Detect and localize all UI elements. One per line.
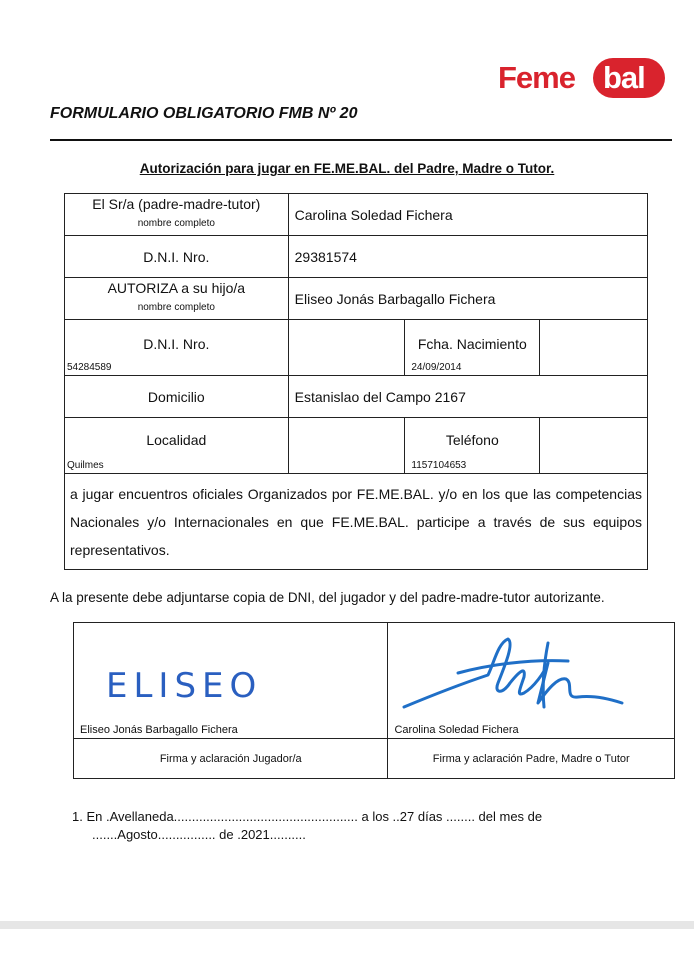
city-label: Localidad: [146, 432, 207, 448]
authorization-text: a jugar encuentros oficiales Organizados por FE.ME.BAL. y/o en los que las competencias Nacionales y/o Internacionales en que FE.ME.BAL. participe a través de sus equipos representativos.: [65, 474, 648, 570]
phone-label: Teléfono: [445, 432, 499, 448]
parent-caption: Firma y aclaración Padre, Madre o Tutor: [388, 739, 675, 779]
parent-dni-value: 29381574: [288, 236, 647, 278]
player-handwriting: [104, 659, 264, 709]
header-rule: [50, 139, 672, 141]
parent-sublabel: nombre completo: [137, 218, 215, 229]
parent-dni-label: D.N.I. Nro.: [65, 236, 289, 278]
phone-value: 1157104653: [411, 460, 467, 471]
form-subtitle: Autorización para jugar en FE.ME.BAL. del Padre, Madre o Tutor.: [139, 161, 555, 176]
birth-label: Fcha. Nacimiento: [417, 336, 527, 352]
footer-line-1: 1. En .Avellaneda................................................... a los ..27 días ........ del mes de: [72, 809, 543, 824]
parent-label: El Sr/a (padre-madre-tutor): [92, 196, 261, 212]
signature-table: [73, 622, 675, 779]
femebal-logo: [498, 58, 668, 102]
bottom-bar: [0, 921, 694, 929]
logo-pill: [593, 58, 665, 98]
parent-label-cell: [65, 194, 289, 236]
birth-date-value: 24/09/2014: [411, 362, 462, 373]
attachment-note: A la presente debe adjuntarse copia de DNI, del jugador y del padre-madre-tutor autorizante.: [50, 590, 605, 605]
address-value: Estanislao del Campo 2167: [288, 376, 647, 418]
parent-signature-icon: [398, 633, 638, 723]
child-dni-value: 54284589: [67, 362, 112, 373]
footer-line-2: .......Agosto................ de .2021..........: [92, 827, 306, 842]
birth-blank: [540, 320, 648, 376]
logo-text: Feme: [498, 60, 575, 95]
birth-cell: [405, 320, 540, 376]
child-dni-blank: [288, 320, 405, 376]
parent-name-value: Carolina Soledad Fichera: [288, 194, 647, 236]
child-label: AUTORIZA a su hijo/a: [107, 280, 246, 296]
parent-signature-cell: [388, 623, 675, 739]
phone-cell: [405, 418, 540, 474]
child-name-value: Eliseo Jonás Barbagallo Fichera: [288, 278, 647, 320]
player-signature-cell: [74, 623, 388, 739]
logo-pill-text: bal: [603, 60, 645, 95]
player-name: Eliseo Jonás Barbagallo Fichera: [80, 724, 238, 736]
child-dni-cell: [65, 320, 289, 376]
phone-blank: [540, 418, 648, 474]
child-label-cell: [65, 278, 289, 320]
city-cell: [65, 418, 289, 474]
player-caption: Firma y aclaración Jugador/a: [74, 739, 388, 779]
parent-name: Carolina Soledad Fichera: [394, 724, 519, 736]
address-label: Domicilio: [65, 376, 289, 418]
child-dni-label: D.N.I. Nro.: [143, 336, 210, 352]
form-title: FORMULARIO OBLIGATORIO FMB Nº 20: [50, 105, 358, 122]
child-sublabel: nombre completo: [137, 302, 215, 313]
city-value: Quilmes: [67, 460, 104, 471]
authorization-table: [64, 193, 648, 570]
city-blank: [288, 418, 405, 474]
player-handwriting-text: ELISEO: [106, 666, 263, 706]
